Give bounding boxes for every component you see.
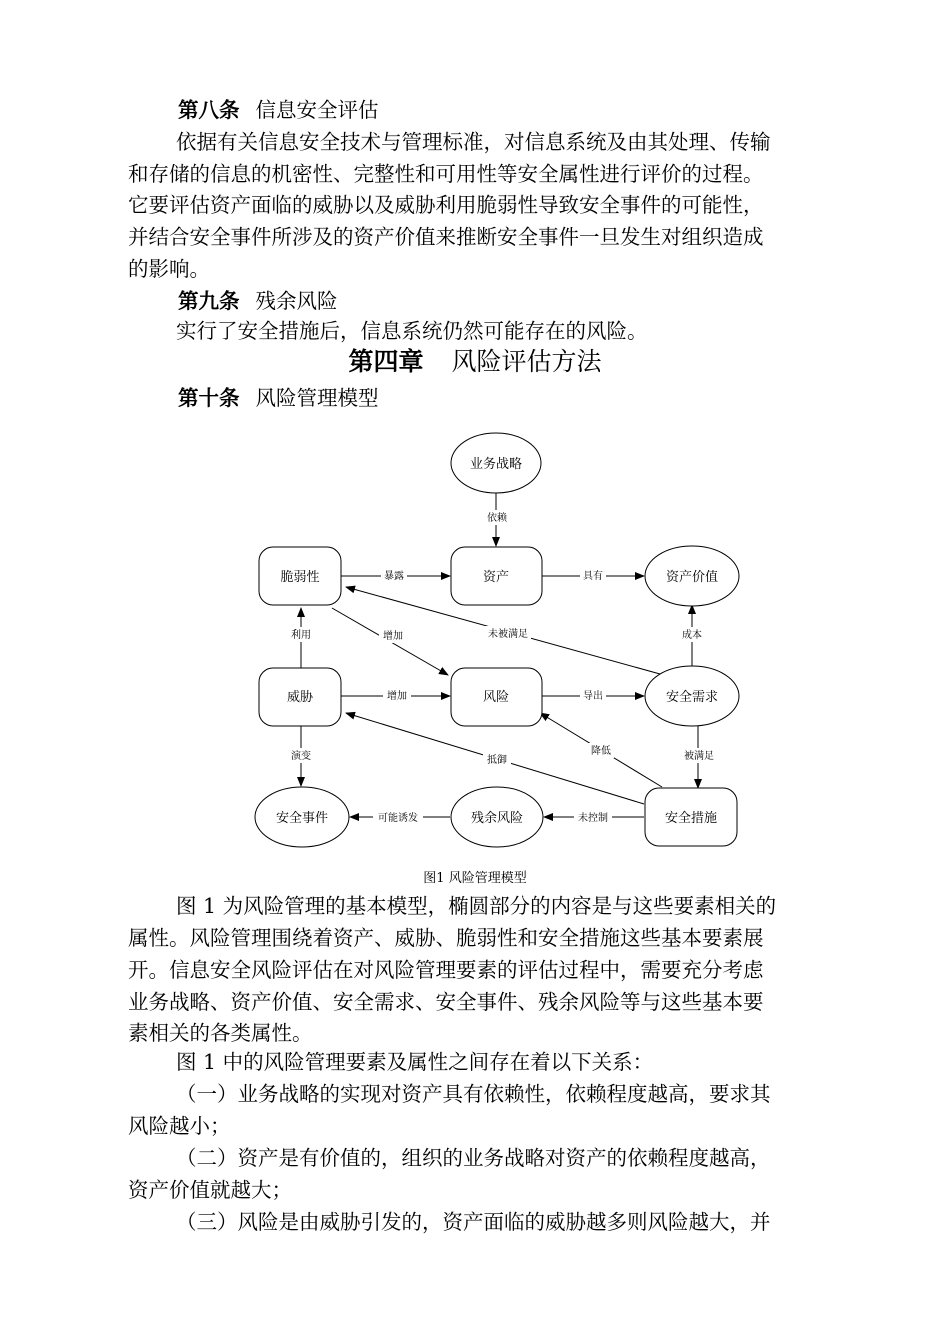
- article-number: 第九条: [178, 289, 240, 313]
- label-derive: 导出: [583, 691, 603, 702]
- node-security-event-label: 安全事件: [275, 811, 329, 826]
- list-item-line: （二）资产是有价值的，组织的业务战略对资产的依赖程度越高，: [176, 1146, 771, 1170]
- label-use: 利用: [291, 630, 311, 641]
- list-item-line: 资产价值就越大；: [128, 1178, 292, 1202]
- label-uncontrolled: 未控制: [578, 813, 608, 824]
- label-unmet: 未被满足: [488, 629, 528, 640]
- list-item-line: 风险越小；: [128, 1114, 231, 1138]
- article-number: 第十条: [178, 386, 240, 410]
- figure-caption: 图1 风险管理模型: [423, 871, 527, 886]
- paragraph-line: 并结合安全事件所涉及的资产价值来推断安全事件一旦发生对组织造成: [128, 225, 764, 249]
- paragraph-line: 图 1 为风险管理的基本模型，椭圆部分的内容是与这些要素相关的: [176, 894, 777, 918]
- node-business-strategy-label: 业务战略: [469, 457, 523, 472]
- label-have: 具有: [583, 571, 603, 582]
- chapter-title: 风险评估方法: [451, 347, 602, 376]
- chapter-number: 第四章: [348, 347, 424, 376]
- paragraph-line: 的影响。: [128, 257, 210, 281]
- label-evolve: 演变: [291, 751, 311, 762]
- list-item-line: （一）业务战略的实现对资产具有依赖性，依赖程度越高，要求其: [176, 1082, 771, 1106]
- paragraph-line: 依据有关信息安全技术与管理标准，对信息系统及由其处理、传输: [176, 130, 771, 154]
- label-cost: 成本: [682, 630, 702, 641]
- paragraph-line: 实行了安全措施后，信息系统仍然可能存在的风险。: [176, 319, 648, 343]
- node-residual-risk-label: 残余风险: [470, 811, 524, 826]
- paragraph-line: 开。信息安全风险评估在对风险管理要素的评估过程中，需要充分考虑: [128, 958, 764, 982]
- label-resist: 抵御: [487, 755, 507, 766]
- label-may-trigger: 可能诱发: [378, 813, 418, 824]
- label-reduce: 降低: [591, 746, 611, 757]
- article-9-heading: [178, 285, 883, 317]
- article-8-heading: [178, 94, 883, 126]
- article-title: 信息安全评估: [255, 98, 379, 122]
- paragraph-line: 属性。风险管理围绕着资产、威胁、脆弱性和安全措施这些基本要素展: [128, 926, 764, 950]
- node-risk-label: 风险: [482, 690, 510, 705]
- paragraph-line: 素相关的各类属性。: [128, 1021, 313, 1045]
- node-vulnerability-label: 脆弱性: [280, 570, 320, 585]
- node-security-need-label: 安全需求: [665, 690, 719, 705]
- label-increase2: 增加: [387, 691, 407, 702]
- label-expose: 暴露: [384, 571, 404, 582]
- label-met: 被满足: [684, 751, 714, 762]
- label-increase1: 增加: [383, 631, 403, 642]
- node-asset-label: 资产: [482, 570, 510, 585]
- label-depend: 依赖: [487, 513, 507, 524]
- list-item-line: （三）风险是由威胁引发的，资产面临的威胁越多则风险越大，并: [176, 1210, 771, 1234]
- article-title: 残余风险: [255, 289, 338, 313]
- paragraph-line: 图 1 中的风险管理要素及属性之间存在着以下关系：: [176, 1050, 654, 1074]
- article-title: 风险管理模型: [255, 386, 379, 410]
- node-security-measure-label: 安全措施: [664, 811, 718, 826]
- paragraph-line: 它要评估资产面临的威胁以及威胁利用脆弱性导致安全事件的可能性，: [128, 193, 764, 217]
- node-threat-label: 威胁: [286, 690, 314, 705]
- paragraph-line: 和存储的信息的机密性、完整性和可用性等安全属性进行评价的过程。: [128, 162, 764, 186]
- node-asset-value-label: 资产价值: [665, 570, 719, 585]
- paragraph-line: 业务战略、资产价值、安全需求、安全事件、残余风险等与这些基本要: [128, 990, 764, 1014]
- chapter-heading: [0, 344, 950, 380]
- article-number: 第八条: [178, 98, 240, 122]
- article-10-heading: [178, 382, 883, 414]
- risk-management-model-diagram: [240, 430, 760, 860]
